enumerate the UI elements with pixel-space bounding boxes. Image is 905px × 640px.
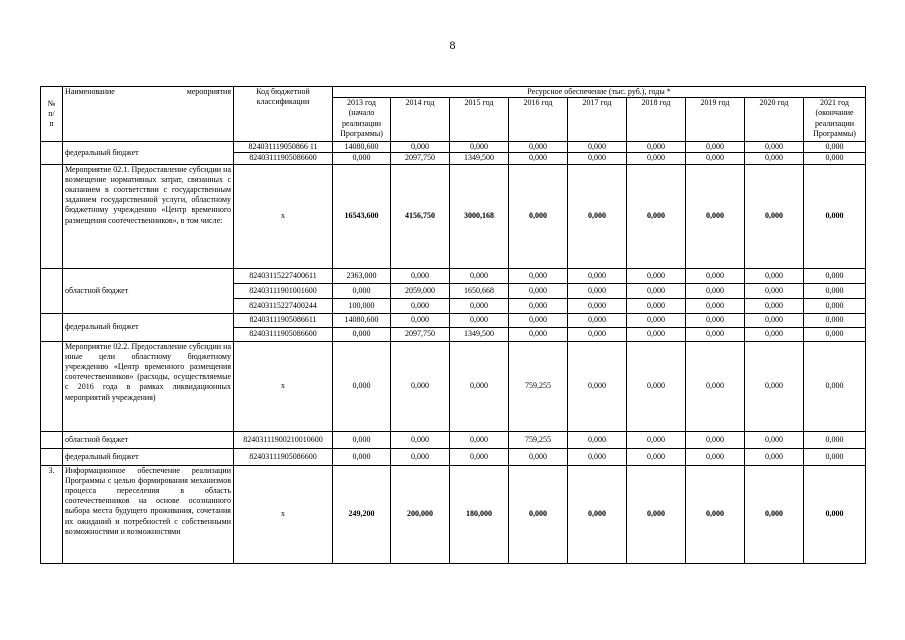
table-row [41, 313, 866, 327]
value-cell: 1349,500 [450, 153, 509, 164]
value-cell: 0,000 [686, 448, 745, 465]
header-year-2: 2015 год [450, 98, 509, 142]
value-cell: 0,000 [509, 448, 568, 465]
value-cell: 0,000 [450, 341, 509, 431]
value-cell: 0,000 [391, 313, 450, 327]
value-cell: 0,000 [333, 327, 391, 341]
row-num [41, 341, 63, 431]
resource-table [40, 86, 866, 564]
value-cell: 0,000 [686, 298, 745, 313]
value-cell: 0,000 [686, 341, 745, 431]
value-cell: 0,000 [745, 164, 804, 268]
value-cell: 0,000 [568, 431, 627, 448]
header-num: № п/ п [41, 87, 63, 142]
table-row [41, 142, 866, 153]
header-year-5: 2018 год [627, 98, 686, 142]
header-year-8: 2021 год (окончание реализации Программы) [804, 98, 866, 142]
budget-code: 82403111901001600 [234, 283, 333, 298]
header-resource: Ресурсное обеспечение (тыс. руб.), годы * [333, 87, 866, 98]
measure-text: Мероприятие 02.2. Предоставление субсидии на иные цели областному бюджетному учреждению «Центр временного размещения соотечественников» (расходы, осуществляемые с 2016 года в рамках ликвидационных мероприятий учреждения) [63, 341, 234, 431]
value-cell: 759,255 [509, 431, 568, 448]
value-cell: 0,000 [627, 283, 686, 298]
value-cell: 0,000 [686, 431, 745, 448]
value-cell: 0,000 [568, 327, 627, 341]
value-cell: 0,000 [804, 431, 866, 448]
value-cell: 0,000 [333, 153, 391, 164]
source-label: федеральный бюджет [63, 448, 234, 465]
row-num-empty [41, 313, 63, 341]
table-row [41, 268, 866, 283]
value-cell: 0,000 [686, 465, 745, 563]
budget-code: 82403111905086600 [234, 153, 333, 164]
row-num-empty [41, 448, 63, 465]
value-cell: 0,000 [804, 298, 866, 313]
value-cell: 0,000 [627, 341, 686, 431]
header-year-4: 2017 год [568, 98, 627, 142]
value-cell: 100,000 [333, 298, 391, 313]
value-cell: 2059,000 [391, 283, 450, 298]
header-code: Код бюджетной классификации [234, 87, 333, 142]
value-cell: 0,000 [627, 298, 686, 313]
header-year-1: 2014 год [391, 98, 450, 142]
header-year-3: 2016 год [509, 98, 568, 142]
value-cell: 0,000 [627, 153, 686, 164]
value-cell: 0,000 [627, 164, 686, 268]
table-row [41, 448, 866, 465]
header-year-0: 2013 год (начало реализации Программы) [333, 98, 391, 142]
budget-code: 82403111905086600 [234, 448, 333, 465]
value-cell: 0,000 [568, 465, 627, 563]
value-cell: 180,000 [450, 465, 509, 563]
value-cell: 0,000 [804, 327, 866, 341]
value-cell: 0,000 [745, 431, 804, 448]
value-cell: 0,000 [509, 313, 568, 327]
value-cell: 0,000 [745, 298, 804, 313]
value-cell: 0,000 [391, 341, 450, 431]
value-cell: 0,000 [568, 448, 627, 465]
value-cell: 0,000 [745, 153, 804, 164]
value-cell: 16543,600 [333, 164, 391, 268]
row-num: 3. [41, 465, 63, 563]
value-cell: 14080,600 [333, 313, 391, 327]
value-cell: 759,255 [509, 341, 568, 431]
page-number: 8 [449, 38, 456, 52]
value-cell: 0,000 [509, 465, 568, 563]
header-year-7: 2020 год [745, 98, 804, 142]
source-label: федеральный бюджет [63, 313, 234, 341]
budget-code: 82403111900210010600 [234, 431, 333, 448]
value-cell: 0,000 [333, 341, 391, 431]
value-cell: 0,000 [450, 142, 509, 153]
value-cell: 0,000 [509, 283, 568, 298]
budget-code: 82403111905086600 [234, 327, 333, 341]
source-label: областной бюджет [63, 431, 234, 448]
row-num-empty [41, 431, 63, 448]
value-cell: 0,000 [686, 327, 745, 341]
value-cell: 0,000 [686, 153, 745, 164]
value-cell: 0,000 [686, 283, 745, 298]
measure-row [41, 164, 866, 268]
measure-row [41, 465, 866, 563]
value-cell: 0,000 [568, 313, 627, 327]
budget-code: x [234, 164, 333, 268]
value-cell: 0,000 [804, 448, 866, 465]
value-cell: 0,000 [450, 298, 509, 313]
budget-code: 824031119050866 11 [234, 142, 333, 153]
value-cell: 0,000 [568, 341, 627, 431]
value-cell: 0,000 [686, 268, 745, 283]
value-cell: 0,000 [627, 313, 686, 327]
value-cell: 0,000 [391, 448, 450, 465]
value-cell: 0,000 [333, 431, 391, 448]
table-row [41, 431, 866, 448]
budget-code: x [234, 465, 333, 563]
value-cell: 4156,750 [391, 164, 450, 268]
value-cell: 200,000 [391, 465, 450, 563]
value-cell: 2363,000 [333, 268, 391, 283]
value-cell: 0,000 [391, 268, 450, 283]
value-cell: 0,000 [450, 431, 509, 448]
value-cell: 0,000 [627, 448, 686, 465]
header-row [41, 87, 866, 98]
value-cell: 0,000 [745, 283, 804, 298]
value-cell: 0,000 [627, 327, 686, 341]
source-label: областной бюджет [63, 268, 234, 313]
value-cell: 0,000 [804, 465, 866, 563]
value-cell: 249,200 [333, 465, 391, 563]
value-cell: 0,000 [509, 298, 568, 313]
value-cell: 2097,750 [391, 153, 450, 164]
budget-code: 82403115227400244 [234, 298, 333, 313]
budget-code: 82403115227400611 [234, 268, 333, 283]
value-cell: 0,000 [745, 327, 804, 341]
value-cell: 0,000 [627, 465, 686, 563]
header-name-right: мероприятия [186, 87, 231, 96]
header-name-left: Наименование [65, 87, 115, 96]
value-cell: 0,000 [509, 268, 568, 283]
measure-row [41, 341, 866, 431]
value-cell: 0,000 [450, 313, 509, 327]
value-cell: 0,000 [627, 268, 686, 283]
value-cell: 0,000 [686, 313, 745, 327]
value-cell: 0,000 [686, 164, 745, 268]
value-cell: 0,000 [333, 283, 391, 298]
value-cell: 0,000 [745, 465, 804, 563]
value-cell: 0,000 [804, 268, 866, 283]
value-cell: 0,000 [509, 327, 568, 341]
header-year-6: 2019 год [686, 98, 745, 142]
value-cell: 0,000 [391, 142, 450, 153]
value-cell: 0,000 [391, 431, 450, 448]
value-cell: 0,000 [745, 268, 804, 283]
value-cell: 2097,750 [391, 327, 450, 341]
row-num [41, 164, 63, 268]
value-cell: 0,000 [627, 142, 686, 153]
value-cell: 14080,600 [333, 142, 391, 153]
value-cell: 0,000 [627, 431, 686, 448]
value-cell: 0,000 [686, 142, 745, 153]
value-cell: 0,000 [391, 298, 450, 313]
value-cell: 0,000 [804, 153, 866, 164]
budget-code: x [234, 341, 333, 431]
source-label: федеральный бюджет [63, 142, 234, 164]
value-cell: 0,000 [450, 268, 509, 283]
value-cell: 0,000 [804, 164, 866, 268]
value-cell: 0,000 [568, 283, 627, 298]
value-cell: 1349,500 [450, 327, 509, 341]
measure-text: Информационное обеспечение реализации Программы с целью формирования механизмов процесса переселения в область соотечественников на основе осознанного выбора места будущего проживания, сочетания их ожиданий и потребностей с собственными возможностями и возможностями [63, 465, 234, 563]
measure-text: Мероприятие 02.1. Предоставление субсидии на возмещение нормативных затрат, связанных с оказанием в соответствии с государственным заданием государственной услуги, областному бюджетному учреждению «Центр временного размещения соотечественников», в том числе: [63, 164, 234, 268]
value-cell: 0,000 [568, 298, 627, 313]
value-cell: 0,000 [804, 341, 866, 431]
budget-code: 82403111905086611 [234, 313, 333, 327]
value-cell: 0,000 [509, 142, 568, 153]
value-cell: 0,000 [568, 142, 627, 153]
row-num-empty [41, 268, 63, 313]
value-cell: 1650,668 [450, 283, 509, 298]
value-cell: 0,000 [745, 313, 804, 327]
value-cell: 0,000 [745, 142, 804, 153]
value-cell: 0,000 [804, 283, 866, 298]
header-name [63, 87, 234, 142]
value-cell: 0,000 [804, 142, 866, 153]
row-num-empty [41, 142, 63, 164]
value-cell: 3000,168 [450, 164, 509, 268]
value-cell: 0,000 [745, 448, 804, 465]
value-cell: 0,000 [804, 313, 866, 327]
value-cell: 0,000 [568, 164, 627, 268]
value-cell: 0,000 [509, 153, 568, 164]
value-cell: 0,000 [745, 341, 804, 431]
value-cell: 0,000 [333, 448, 391, 465]
value-cell: 0,000 [568, 268, 627, 283]
value-cell: 0,000 [509, 164, 568, 268]
value-cell: 0,000 [568, 153, 627, 164]
value-cell: 0,000 [450, 448, 509, 465]
